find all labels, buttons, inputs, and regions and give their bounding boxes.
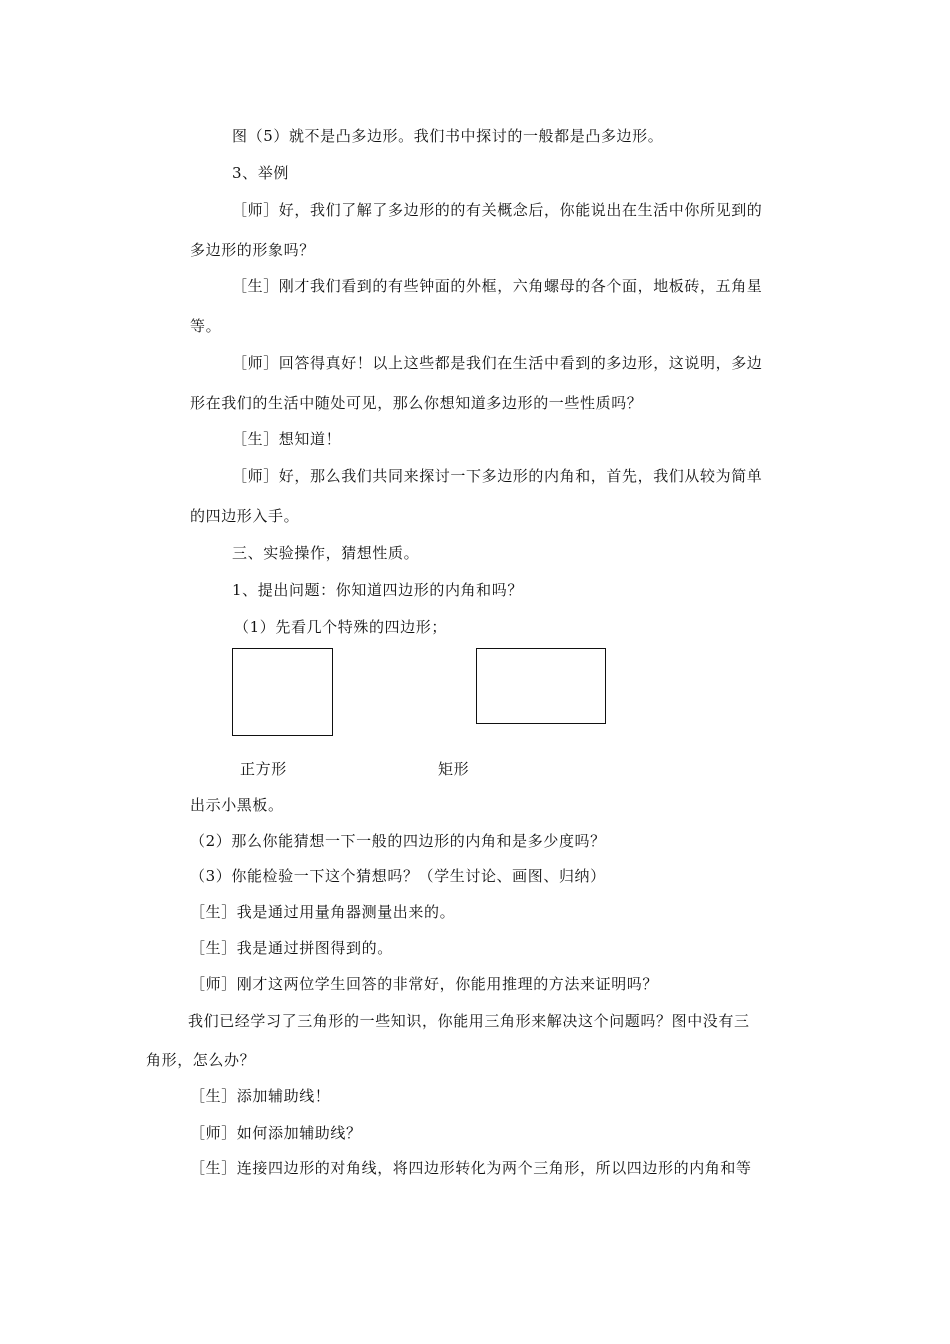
paragraph-line: 形在我们的生活中随处可见，那么你想知道多边形的一些性质吗？ — [190, 394, 643, 412]
square-figure — [232, 648, 333, 736]
square-label: 正方形 — [240, 760, 287, 778]
paragraph-line: （1）先看几个特殊的四边形； — [234, 618, 447, 636]
paragraph-line: ［生］添加辅助线！ — [190, 1087, 331, 1105]
paragraph-line: 我们已经学习了三角形的一些知识，你能用三角形来解决这个问题吗？图中没有三 — [188, 1012, 750, 1030]
paragraph-line: 1、提出问题：你知道四边形的内角和吗？ — [232, 581, 523, 599]
paragraph-line: ［生］我是通过用量角器测量出来的。 — [190, 903, 456, 921]
paragraph-line: ［师］好，我们了解了多边形的的有关概念后，你能说出在生活中你所见到的 — [232, 201, 763, 219]
paragraph-line: （2）那么你能猜想一下一般的四边形的内角和是多少度吗？ — [190, 832, 606, 850]
rectangle-label: 矩形 — [438, 760, 470, 778]
paragraph-line: ［师］好，那么我们共同来探讨一下多边形的内角和，首先，我们从较为简单 — [232, 467, 763, 485]
paragraph-line: ［生］刚才我们看到的有些钟面的外框，六角螺母的各个面，地板砖，五角星 — [232, 277, 763, 295]
paragraph-line: （3）你能检验一下这个猜想吗？（学生讨论、画图、归纳） — [190, 867, 606, 885]
paragraph-line: ［师］刚才这两位学生回答的非常好，你能用推理的方法来证明吗？ — [190, 975, 659, 993]
paragraph-line: 的四边形入手。 — [190, 507, 300, 525]
section-heading: 三、实验操作，猜想性质。 — [232, 544, 420, 562]
paragraph-line: ［师］如何添加辅助线？ — [190, 1124, 362, 1142]
paragraph-line: 多边形的形象吗？ — [190, 241, 315, 259]
paragraph-line: 出示小黑板。 — [190, 796, 284, 814]
section-heading: 3、举例 — [232, 164, 289, 182]
paragraph-line: 图（5）就不是凸多边形。我们书中探讨的一般都是凸多边形。 — [232, 127, 664, 145]
paragraph-line: 角形，怎么办？ — [146, 1051, 256, 1069]
rectangle-figure — [476, 648, 606, 724]
paragraph-line: ［生］我是通过拼图得到的。 — [190, 939, 393, 957]
paragraph-line: ［师］回答得真好！以上这些都是我们在生活中看到的多边形，这说明，多边 — [232, 354, 763, 372]
paragraph-line: ［生］想知道！ — [232, 430, 342, 448]
paragraph-line: ［生］连接四边形的对角线，将四边形转化为两个三角形，所以四边形的内角和等 — [190, 1159, 752, 1177]
paragraph-line: 等。 — [190, 317, 222, 335]
